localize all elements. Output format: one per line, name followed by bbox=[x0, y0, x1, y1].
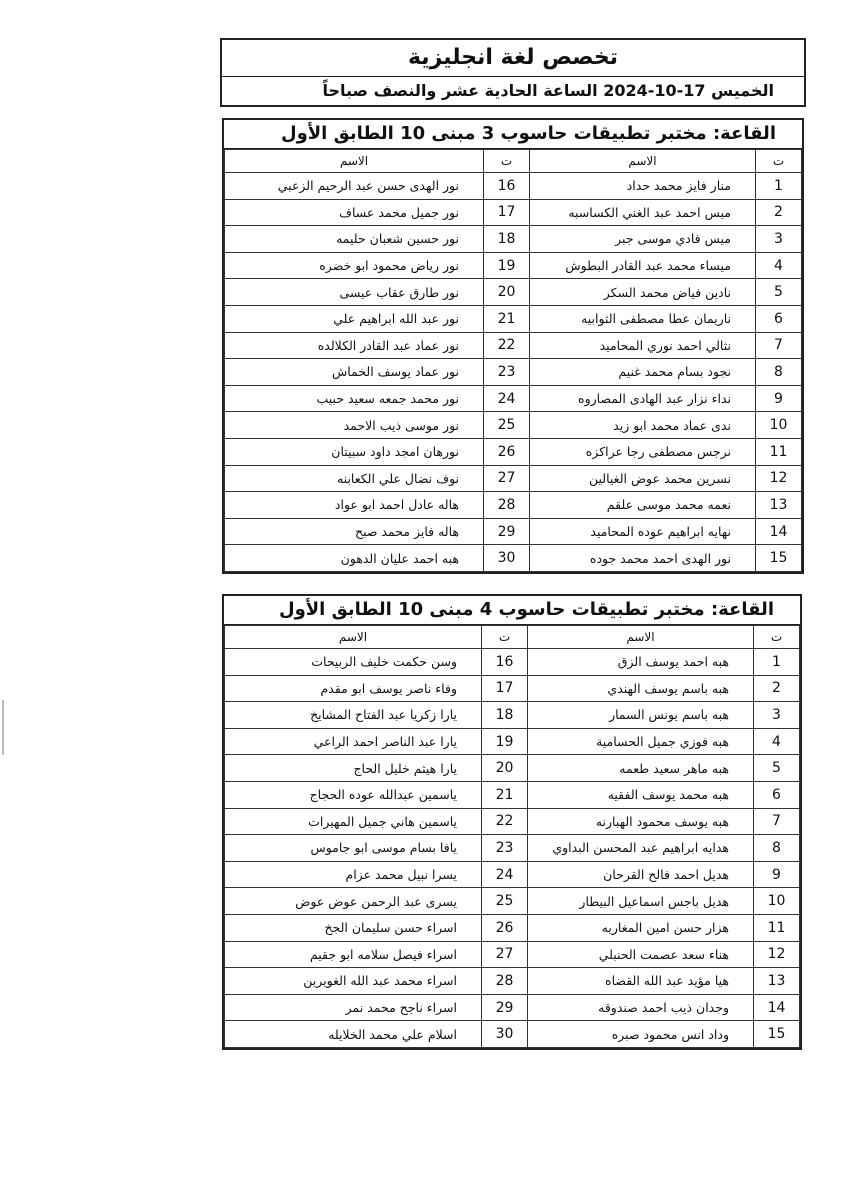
table-row bbox=[225, 702, 800, 729]
student-name: نادين فياض محمد السكر bbox=[530, 279, 756, 306]
col-header-name: الاسم bbox=[225, 150, 484, 173]
student-name: ندى عماد محمد ابو زيد bbox=[530, 412, 756, 439]
hall-section bbox=[222, 118, 804, 574]
table-row bbox=[225, 835, 800, 862]
student-number: 24 bbox=[482, 861, 528, 888]
student-number: 27 bbox=[484, 465, 530, 492]
student-number: 19 bbox=[484, 252, 530, 279]
student-number: 29 bbox=[484, 518, 530, 545]
student-number: 27 bbox=[482, 941, 528, 968]
student-number: 2 bbox=[756, 199, 802, 226]
student-number: 10 bbox=[756, 412, 802, 439]
table-body bbox=[225, 649, 800, 1048]
student-name: ياسمين هاني جميل المهيرات bbox=[225, 808, 482, 835]
student-number: 11 bbox=[754, 914, 800, 941]
student-number: 21 bbox=[482, 781, 528, 808]
student-name: نور حسين شعبان حليمه bbox=[225, 226, 484, 253]
student-name: نرجس مصطفى رجا عراكزه bbox=[530, 438, 756, 465]
table-row bbox=[225, 968, 800, 995]
student-number: 30 bbox=[482, 1021, 528, 1048]
student-name: يارا هيثم خليل الحاج bbox=[225, 755, 482, 782]
col-header-number: ت bbox=[482, 626, 528, 649]
student-number: 2 bbox=[754, 675, 800, 702]
student-name: هبه احمد عليان الدهون bbox=[225, 545, 484, 572]
student-name: هبه يوسف محمود الهبارنه bbox=[528, 808, 754, 835]
table-row bbox=[225, 305, 802, 332]
col-header-name: الاسم bbox=[530, 150, 756, 173]
page-header bbox=[220, 38, 806, 107]
table-row bbox=[225, 914, 800, 941]
table-header-row bbox=[225, 626, 800, 649]
student-number: 17 bbox=[482, 675, 528, 702]
student-name: منار فايز محمد حداد bbox=[530, 173, 756, 200]
student-number: 20 bbox=[484, 279, 530, 306]
student-name: ياسمين عبدالله عوده الحجاج bbox=[225, 781, 482, 808]
student-number: 1 bbox=[756, 173, 802, 200]
table-row bbox=[225, 518, 802, 545]
student-number: 17 bbox=[484, 199, 530, 226]
student-name: يارا زكريا عبد الفتاح المشايخ bbox=[225, 702, 482, 729]
student-name: اسراء حسن سليمان الجخ bbox=[225, 914, 482, 941]
student-name: نسرين محمد عوض الغيالين bbox=[530, 465, 756, 492]
students-table bbox=[224, 625, 800, 1048]
student-name: ميساء محمد عبد القادر البطوش bbox=[530, 252, 756, 279]
student-number: 25 bbox=[484, 412, 530, 439]
table-row bbox=[225, 438, 802, 465]
student-name: نثالي احمد نوري المحاميد bbox=[530, 332, 756, 359]
table-row bbox=[225, 332, 802, 359]
table-row bbox=[225, 649, 800, 676]
table-row bbox=[225, 465, 802, 492]
student-name: هديل احمد فالح القرحان bbox=[528, 861, 754, 888]
student-number: 18 bbox=[482, 702, 528, 729]
scan-margin-mark bbox=[2, 700, 4, 755]
student-number: 10 bbox=[754, 888, 800, 915]
table-row bbox=[225, 755, 800, 782]
student-name: وفاء ناصر يوسف ابو مقدم bbox=[225, 675, 482, 702]
student-number: 4 bbox=[756, 252, 802, 279]
table-header-row bbox=[225, 150, 802, 173]
student-name: هبه باسم يونس السمار bbox=[528, 702, 754, 729]
student-name: نورهان امجد داود سبيتان bbox=[225, 438, 484, 465]
student-number: 25 bbox=[482, 888, 528, 915]
student-name: يسرى عبد الرحمن عوض عوض bbox=[225, 888, 482, 915]
student-name: هزار حسن امين المغاريه bbox=[528, 914, 754, 941]
table-row bbox=[225, 279, 802, 306]
table-row bbox=[225, 173, 802, 200]
student-name: اسلام علي محمد الخلايله bbox=[225, 1021, 482, 1048]
student-name: نهايه ابراهيم عوده المحاميد bbox=[530, 518, 756, 545]
student-name: نور رياض محمود ابو خضره bbox=[225, 252, 484, 279]
student-number: 29 bbox=[482, 994, 528, 1021]
student-name: نور عماد يوسف الخماش bbox=[225, 359, 484, 386]
student-name: يافا بسام موسى ابو جاموس bbox=[225, 835, 482, 862]
student-name: هناء سعد عصمت الحنبلي bbox=[528, 941, 754, 968]
student-name: هبه محمد يوسف الفقيه bbox=[528, 781, 754, 808]
student-number: 6 bbox=[756, 305, 802, 332]
student-number: 3 bbox=[754, 702, 800, 729]
table-row bbox=[225, 941, 800, 968]
col-header-name: الاسم bbox=[528, 626, 754, 649]
student-name: نور جميل محمد عساف bbox=[225, 199, 484, 226]
student-name: اسراء ناجح محمد نمر bbox=[225, 994, 482, 1021]
student-name: نور الهدى حسن عبد الرحيم الزعبي bbox=[225, 173, 484, 200]
student-name: وداد انس محمود صبره bbox=[528, 1021, 754, 1048]
student-name: ميس احمد عبد الغني الكساسبه bbox=[530, 199, 756, 226]
student-number: 8 bbox=[754, 835, 800, 862]
student-number: 23 bbox=[484, 359, 530, 386]
student-number: 7 bbox=[756, 332, 802, 359]
student-number: 12 bbox=[754, 941, 800, 968]
student-number: 22 bbox=[482, 808, 528, 835]
exam-datetime: الخميس 17-10-2024 الساعة الحادية عشر والنصف صباحاً bbox=[322, 81, 774, 100]
student-name: اسراء فيصل سلامه ابو جقيم bbox=[225, 941, 482, 968]
table-row bbox=[225, 994, 800, 1021]
student-name: هاله عادل احمد ابو عواد bbox=[225, 492, 484, 519]
student-name: هبه باسم يوسف الهندي bbox=[528, 675, 754, 702]
student-number: 16 bbox=[482, 649, 528, 676]
col-header-number: ت bbox=[756, 150, 802, 173]
table-row bbox=[225, 888, 800, 915]
student-number: 19 bbox=[482, 728, 528, 755]
col-header-number: ت bbox=[754, 626, 800, 649]
student-name: نور موسى ذيب الاحمد bbox=[225, 412, 484, 439]
student-number: 9 bbox=[756, 385, 802, 412]
student-name: هبه فوزي جميل الحسامية bbox=[528, 728, 754, 755]
hall-title: القاعة: مختبر تطبيقات حاسوب 4 مبنى 10 الطابق الأول bbox=[224, 596, 800, 625]
table-row bbox=[225, 199, 802, 226]
student-name: هبه احمد يوسف الزق bbox=[528, 649, 754, 676]
table-row bbox=[225, 385, 802, 412]
student-name: هاله فايز محمد صبح bbox=[225, 518, 484, 545]
student-name: نجود بسام محمد غنيم bbox=[530, 359, 756, 386]
student-number: 15 bbox=[754, 1021, 800, 1048]
table-row bbox=[225, 781, 800, 808]
student-number: 26 bbox=[482, 914, 528, 941]
student-name: نداء نزار عبد الهادى المصاروه bbox=[530, 385, 756, 412]
student-name: نور عماد عبد القادر الكلالده bbox=[225, 332, 484, 359]
student-number: 7 bbox=[754, 808, 800, 835]
student-name: يارا عبد الناصر احمد الراعي bbox=[225, 728, 482, 755]
student-number: 4 bbox=[754, 728, 800, 755]
student-name: يسرا نبيل محمد عزام bbox=[225, 861, 482, 888]
student-number: 24 bbox=[484, 385, 530, 412]
table-row bbox=[225, 861, 800, 888]
student-number: 14 bbox=[756, 518, 802, 545]
student-number: 12 bbox=[756, 465, 802, 492]
table-row bbox=[225, 252, 802, 279]
table-row bbox=[225, 808, 800, 835]
student-name: ميس فادي موسى جبر bbox=[530, 226, 756, 253]
student-number: 5 bbox=[754, 755, 800, 782]
student-name: نور عبد الله ابراهيم علي bbox=[225, 305, 484, 332]
col-header-name: الاسم bbox=[225, 626, 482, 649]
student-number: 23 bbox=[482, 835, 528, 862]
student-name: نور محمد جمعه سعيد حبيب bbox=[225, 385, 484, 412]
student-number: 1 bbox=[754, 649, 800, 676]
table-row bbox=[225, 359, 802, 386]
student-number: 14 bbox=[754, 994, 800, 1021]
student-number: 18 bbox=[484, 226, 530, 253]
page-title: تخصص لغة انجليزية bbox=[222, 40, 804, 77]
student-number: 15 bbox=[756, 545, 802, 572]
student-number: 28 bbox=[484, 492, 530, 519]
student-number: 11 bbox=[756, 438, 802, 465]
student-name: هبه ماهر سعيد طعمه bbox=[528, 755, 754, 782]
student-name: اسراء محمد عبد الله الغويرين bbox=[225, 968, 482, 995]
student-name: نعمه محمد موسى علقم bbox=[530, 492, 756, 519]
student-number: 9 bbox=[754, 861, 800, 888]
student-number: 16 bbox=[484, 173, 530, 200]
table-row bbox=[225, 412, 802, 439]
student-number: 21 bbox=[484, 305, 530, 332]
student-number: 8 bbox=[756, 359, 802, 386]
student-name: نور الهدى احمد محمد جوده bbox=[530, 545, 756, 572]
table-row bbox=[225, 728, 800, 755]
student-name: هيا مؤيد عبد الله القضاه bbox=[528, 968, 754, 995]
student-number: 20 bbox=[482, 755, 528, 782]
student-name: نوف نضال علي الكعابنه bbox=[225, 465, 484, 492]
student-number: 5 bbox=[756, 279, 802, 306]
table-row bbox=[225, 226, 802, 253]
student-number: 3 bbox=[756, 226, 802, 253]
table-row bbox=[225, 545, 802, 572]
student-number: 26 bbox=[484, 438, 530, 465]
students-table bbox=[224, 149, 802, 572]
col-header-number: ت bbox=[484, 150, 530, 173]
hall-title: القاعة: مختبر تطبيقات حاسوب 3 مبنى 10 الطابق الأول bbox=[224, 120, 802, 149]
student-name: هديل باجس اسماعيل البيطار bbox=[528, 888, 754, 915]
student-number: 28 bbox=[482, 968, 528, 995]
student-name: وجدان ذيب احمد صندوقه bbox=[528, 994, 754, 1021]
hall-section bbox=[222, 594, 802, 1050]
student-name: هدايه ابراهيم عبد المحسن البداوي bbox=[528, 835, 754, 862]
student-number: 30 bbox=[484, 545, 530, 572]
student-number: 13 bbox=[754, 968, 800, 995]
table-row bbox=[225, 1021, 800, 1048]
student-number: 6 bbox=[754, 781, 800, 808]
table-row bbox=[225, 492, 802, 519]
student-name: وسن حكمت خليف الربيحات bbox=[225, 649, 482, 676]
student-number: 13 bbox=[756, 492, 802, 519]
student-name: نور طارق عقاب عيسى bbox=[225, 279, 484, 306]
student-number: 22 bbox=[484, 332, 530, 359]
student-name: ناريمان عطا مصطفى الثوابيه bbox=[530, 305, 756, 332]
table-row bbox=[225, 675, 800, 702]
table-body bbox=[225, 173, 802, 572]
